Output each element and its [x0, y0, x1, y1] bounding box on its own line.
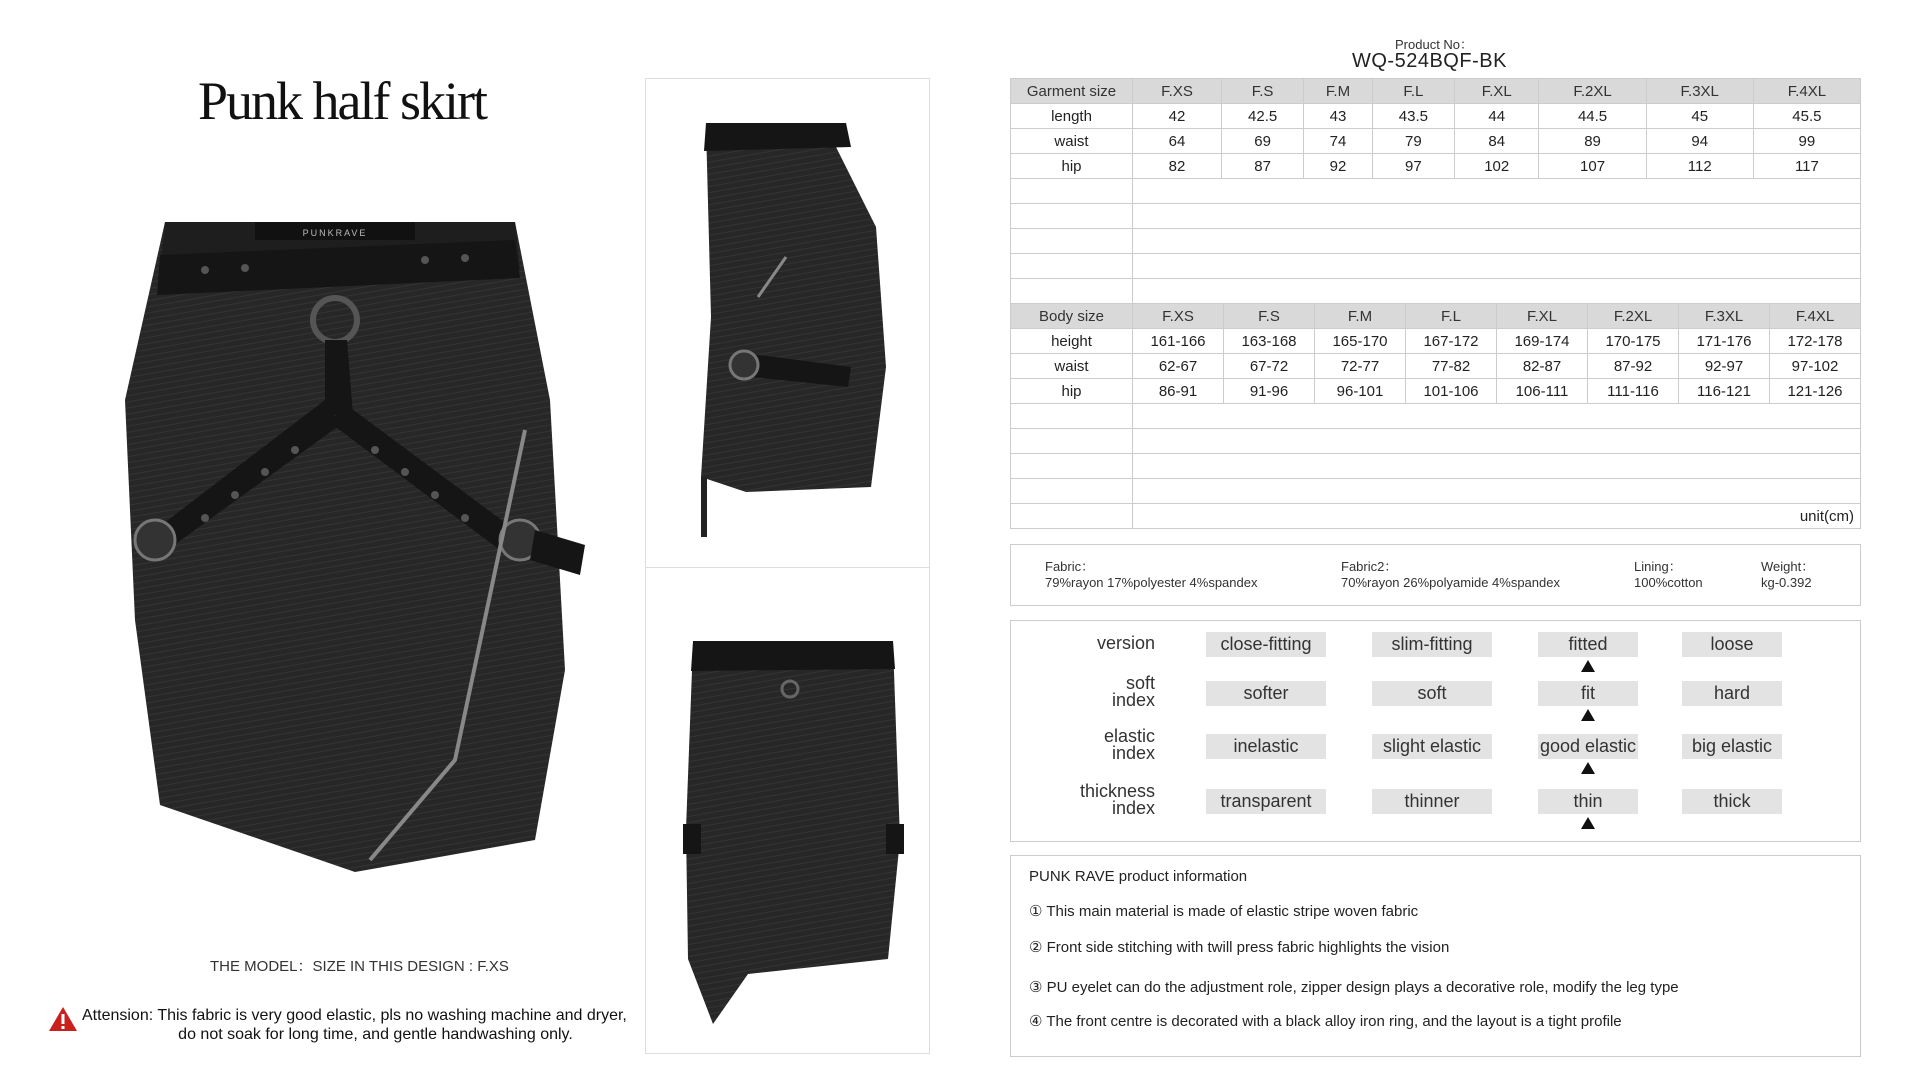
table-header-cell: F.L	[1372, 79, 1454, 104]
table-header-cell: F.2XL	[1588, 304, 1679, 329]
table-row	[1011, 329, 1861, 354]
table-cell: 112	[1646, 154, 1753, 179]
lining	[1634, 559, 1703, 591]
version-option: close-fitting	[1206, 632, 1326, 657]
table-header-cell: F.4XL	[1753, 79, 1860, 104]
product-info-panel	[1010, 855, 1861, 1057]
soft-label-line1: soft	[1125, 673, 1155, 693]
table-row	[1011, 104, 1861, 129]
fabric-2-value: 70%rayon 26%polyamide 4%spandex	[1341, 575, 1560, 590]
table-cell: 92-97	[1679, 354, 1770, 379]
page-title: Punk half skirt	[198, 71, 486, 131]
fabric-1-label: Fabric：	[1045, 559, 1095, 574]
table-header-cell: F.S	[1224, 304, 1315, 329]
care-warning	[48, 1006, 663, 1044]
version-label: version	[1096, 633, 1155, 653]
table-cell: 43	[1304, 104, 1373, 129]
elastic-option: inelastic	[1206, 734, 1326, 759]
table-cell: 64	[1133, 129, 1222, 154]
table-row-empty	[1011, 254, 1861, 279]
skirt-side-image	[686, 117, 896, 537]
table-cell: 42.5	[1222, 104, 1304, 129]
warning-icon	[48, 1006, 78, 1032]
table-cell: 72-77	[1315, 354, 1406, 379]
soft-marker-icon	[1581, 709, 1595, 721]
table-cell: 74	[1304, 129, 1373, 154]
product-number-label: Product No：	[1395, 37, 1474, 52]
table-cell: 82	[1133, 154, 1222, 179]
skirt-back-image	[678, 629, 908, 1039]
table-cell: 69	[1222, 129, 1304, 154]
brand-label: PUNKRAVE	[302, 228, 368, 238]
elastic-option: big elastic	[1682, 734, 1782, 759]
table-cell: 97	[1372, 154, 1454, 179]
table-header-cell: F.M	[1315, 304, 1406, 329]
table-header-cell: F.XL	[1497, 304, 1588, 329]
table-row	[1011, 379, 1861, 404]
elastic-label-line1: elastic	[1103, 726, 1155, 746]
table-header-cell: Body size	[1011, 304, 1133, 329]
table-header-cell: F.2XL	[1539, 79, 1646, 104]
thickness-option: thinner	[1372, 789, 1492, 814]
fit-indicator-panel	[1010, 620, 1861, 842]
thickness-option-selected: thin	[1538, 789, 1638, 814]
warning-text-line1: Attension: This fabric is very good elastic, pls no washing machine and dryer,	[82, 1007, 627, 1024]
unit-label: unit(cm)	[1133, 504, 1861, 529]
soft-option: soft	[1372, 681, 1492, 706]
table-row-empty	[1011, 429, 1861, 454]
product-number: WQ-524BQF-BK	[1352, 50, 1507, 72]
list-item: ① This main material is made of elastic stripe woven fabric	[1029, 903, 1419, 920]
version-option: loose	[1682, 632, 1782, 657]
elastic-index-label	[1104, 728, 1155, 762]
table-cell: 117	[1753, 154, 1860, 179]
table-cell: 86-91	[1133, 379, 1224, 404]
product-views-panel	[645, 78, 930, 1054]
table-row-empty	[1011, 479, 1861, 504]
table-cell: 92	[1304, 154, 1373, 179]
table-cell: 84	[1455, 129, 1539, 154]
table-cell: 77-82	[1406, 354, 1497, 379]
table-cell: 167-172	[1406, 329, 1497, 354]
table-row-unit	[1011, 504, 1861, 529]
table-row-empty	[1011, 179, 1861, 204]
fabric-1-value: 79%rayon 17%polyester 4%spandex	[1045, 575, 1258, 590]
thickness-label-line1: thickness	[1079, 781, 1155, 801]
soft-label-line2: index	[1111, 690, 1155, 710]
table-row	[1011, 354, 1861, 379]
soft-option: softer	[1206, 681, 1326, 706]
weight	[1761, 559, 1814, 591]
table-row-empty	[1011, 454, 1861, 479]
garment-size-table	[1010, 78, 1861, 304]
table-cell: 67-72	[1224, 354, 1315, 379]
table-header-cell: Garment size	[1011, 79, 1133, 104]
table-cell: 44	[1455, 104, 1539, 129]
table-cell: 169-174	[1497, 329, 1588, 354]
table-cell: 96-101	[1315, 379, 1406, 404]
info-title: PUNK RAVE product information	[1029, 868, 1248, 885]
table-cell: 102	[1455, 154, 1539, 179]
table-cell: waist	[1011, 354, 1133, 379]
table-row-empty	[1011, 204, 1861, 229]
version-option: slim-fitting	[1372, 632, 1492, 657]
table-cell: 87	[1222, 154, 1304, 179]
table-cell: 121-126	[1770, 379, 1861, 404]
table-cell: 106-111	[1497, 379, 1588, 404]
version-marker-icon	[1581, 660, 1595, 672]
table-header-cell: F.M	[1304, 79, 1373, 104]
list-item: ③ PU eyelet can do the adjustment role, zipper design plays a decorative role, modify the leg type	[1029, 979, 1679, 996]
list-item: ② Front side stitching with twill press fabric highlights the vision	[1029, 939, 1450, 956]
table-cell: 87-92	[1588, 354, 1679, 379]
list-item: ④ The front centre is decorated with a black alloy iron ring, and the layout is a tight profile	[1029, 1013, 1622, 1030]
table-cell: 79	[1372, 129, 1454, 154]
table-header-cell: F.XL	[1455, 79, 1539, 104]
table-header-cell: F.4XL	[1770, 304, 1861, 329]
soft-option: hard	[1682, 681, 1782, 706]
lining-value: 100%cotton	[1634, 575, 1703, 590]
table-cell: 43.5	[1372, 104, 1454, 129]
version-option-selected: fitted	[1538, 632, 1638, 657]
table-header-cell: F.XS	[1133, 79, 1222, 104]
table-cell: 116-121	[1679, 379, 1770, 404]
table-row-empty	[1011, 229, 1861, 254]
table-row-empty	[1011, 279, 1861, 304]
table-cell: 97-102	[1770, 354, 1861, 379]
warning-text-line2: do not soak for long time, and gentle handwashing only.	[178, 1026, 573, 1043]
model-size-note: THE MODEL：SIZE IN THIS DESIGN : F.XS	[210, 958, 509, 975]
table-header-cell: F.3XL	[1646, 79, 1753, 104]
table-cell: 44.5	[1539, 104, 1646, 129]
table-cell: 163-168	[1224, 329, 1315, 354]
soft-index-label	[1112, 675, 1155, 709]
elastic-option: slight elastic	[1372, 734, 1492, 759]
table-cell: 62-67	[1133, 354, 1224, 379]
table-cell: 171-176	[1679, 329, 1770, 354]
skirt-front-image	[95, 200, 645, 880]
table-cell: 94	[1646, 129, 1753, 154]
thickness-label-line2: index	[1111, 798, 1155, 818]
fabric-1	[1045, 559, 1257, 591]
table-row	[1011, 129, 1861, 154]
table-cell: 172-178	[1770, 329, 1861, 354]
table-cell: height	[1011, 329, 1133, 354]
thickness-option: transparent	[1206, 789, 1326, 814]
elastic-label-line2: index	[1111, 743, 1155, 763]
table-header-row	[1011, 304, 1861, 329]
table-header-cell: F.XS	[1133, 304, 1224, 329]
table-cell: 170-175	[1588, 329, 1679, 354]
lining-label: Lining：	[1634, 559, 1682, 574]
table-cell: 111-116	[1588, 379, 1679, 404]
table-row-empty	[1011, 404, 1861, 429]
table-row	[1011, 154, 1861, 179]
thickness-option: thick	[1682, 789, 1782, 814]
table-header-cell: F.L	[1406, 304, 1497, 329]
table-cell: 165-170	[1315, 329, 1406, 354]
table-cell: 161-166	[1133, 329, 1224, 354]
table-cell: length	[1011, 104, 1133, 129]
table-header-cell: F.3XL	[1679, 304, 1770, 329]
thickness-index-label	[1080, 783, 1155, 817]
fabric-2-label: Fabric2：	[1341, 559, 1398, 574]
body-size-table	[1010, 303, 1861, 529]
table-header-row	[1011, 79, 1861, 104]
soft-option-selected: fit	[1538, 681, 1638, 706]
table-cell: 89	[1539, 129, 1646, 154]
table-cell: 42	[1133, 104, 1222, 129]
elastic-marker-icon	[1581, 762, 1595, 774]
fabric-info-panel	[1010, 544, 1861, 606]
table-header-cell: F.S	[1222, 79, 1304, 104]
fabric-2	[1341, 559, 1560, 591]
weight-value: kg-0.392	[1761, 575, 1812, 590]
weight-label: Weight：	[1761, 559, 1815, 574]
thickness-marker-icon	[1581, 817, 1595, 829]
table-cell: 91-96	[1224, 379, 1315, 404]
table-cell: 82-87	[1497, 354, 1588, 379]
elastic-option-selected: good elastic	[1538, 734, 1638, 759]
table-cell: 101-106	[1406, 379, 1497, 404]
table-cell: waist	[1011, 129, 1133, 154]
panel-divider	[646, 567, 929, 568]
table-cell: 99	[1753, 129, 1860, 154]
table-cell: 45	[1646, 104, 1753, 129]
table-cell: hip	[1011, 379, 1133, 404]
table-cell: 107	[1539, 154, 1646, 179]
table-cell: 45.5	[1753, 104, 1860, 129]
table-cell: hip	[1011, 154, 1133, 179]
